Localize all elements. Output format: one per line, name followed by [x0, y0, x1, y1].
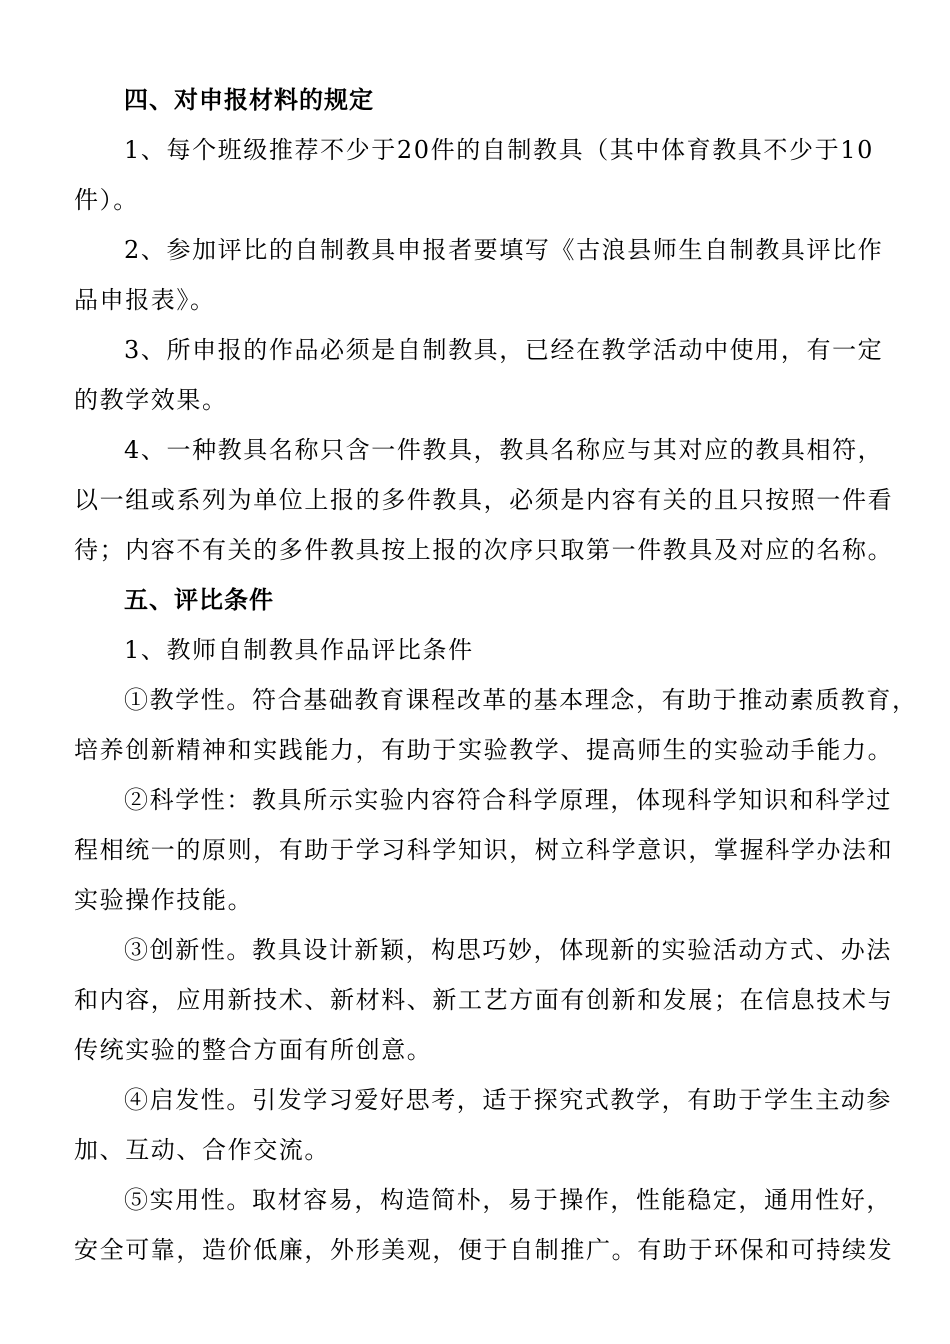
criterion-1-line-2: 培养创新精神和实践能力，有助于实验教学、提高师生的实验动手能力。 [74, 736, 894, 764]
criterion-4-line-1: ④启发性。引发学习爱好思考，适于探究式教学，有助于学生主动参 [124, 1086, 892, 1114]
criterion-3-line-3: 传统实验的整合方面有所创意。 [74, 1036, 433, 1064]
section-5-heading: 五、评比条件 [124, 586, 274, 614]
criterion-2-line-1: ②科学性：教具所示实验内容符合科学原理，体现科学知识和科学过 [124, 786, 892, 814]
section-4-item-4-line-1: 4、一种教具名称只含一件教具，教具名称应与其对应的教具相符， [124, 436, 884, 464]
criterion-5-line-1: ⑤实用性。取材容易，构造简朴，易于操作，性能稳定，通用性好， [124, 1186, 892, 1214]
section-4-item-1-line-2: 件）。 [74, 186, 139, 214]
criterion-3-line-2: 和内容，应用新技术、新材料、新工艺方面有创新和发展；在信息技术与 [74, 986, 894, 1014]
section-4-item-3-line-1: 3、所申报的作品必须是自制教具，已经在教学活动中使用，有一定 [124, 336, 884, 364]
criterion-3-line-1: ③创新性。教具设计新颖，构思巧妙，体现新的实验活动方式、办法 [124, 936, 892, 964]
section-4-item-2-line-1: 2、参加评比的自制教具申报者要填写《古浪县师生自制教具评比作 [124, 236, 884, 264]
criterion-1-line-1: ①教学性。符合基础教育课程改革的基本理念，有助于推动素质教育， [124, 686, 918, 714]
section-4-item-3-line-2: 的教学效果。 [74, 386, 228, 414]
section-4-heading: 四、对申报材料的规定 [124, 86, 374, 114]
section-4-item-1-line-1: 1、每个班级推荐不少于20件的自制教具（其中体育教具不少于10 [124, 136, 874, 164]
section-4-item-2-line-2: 品申报表》。 [74, 286, 216, 314]
criterion-4-line-2: 加、互动、合作交流。 [74, 1136, 330, 1164]
criterion-5-line-2: 安全可靠，造价低廉，外形美观，便于自制推广。有助于环保和可持续发 [74, 1236, 894, 1264]
section-4-item-4-line-2: 以一组或系列为单位上报的多件教具，必须是内容有关的且只按照一件看 [74, 486, 894, 514]
criterion-2-line-3: 实验操作技能。 [74, 886, 254, 914]
section-4-item-4-line-3: 待；内容不有关的多件教具按上报的次序只取第一件教具及对应的名称。 [74, 536, 894, 564]
criterion-2-line-2: 程相统一的原则，有助于学习科学知识，树立科学意识，掌握科学办法和 [74, 836, 894, 864]
section-5-subheading: 1、教师自制教具作品评比条件 [124, 636, 474, 664]
